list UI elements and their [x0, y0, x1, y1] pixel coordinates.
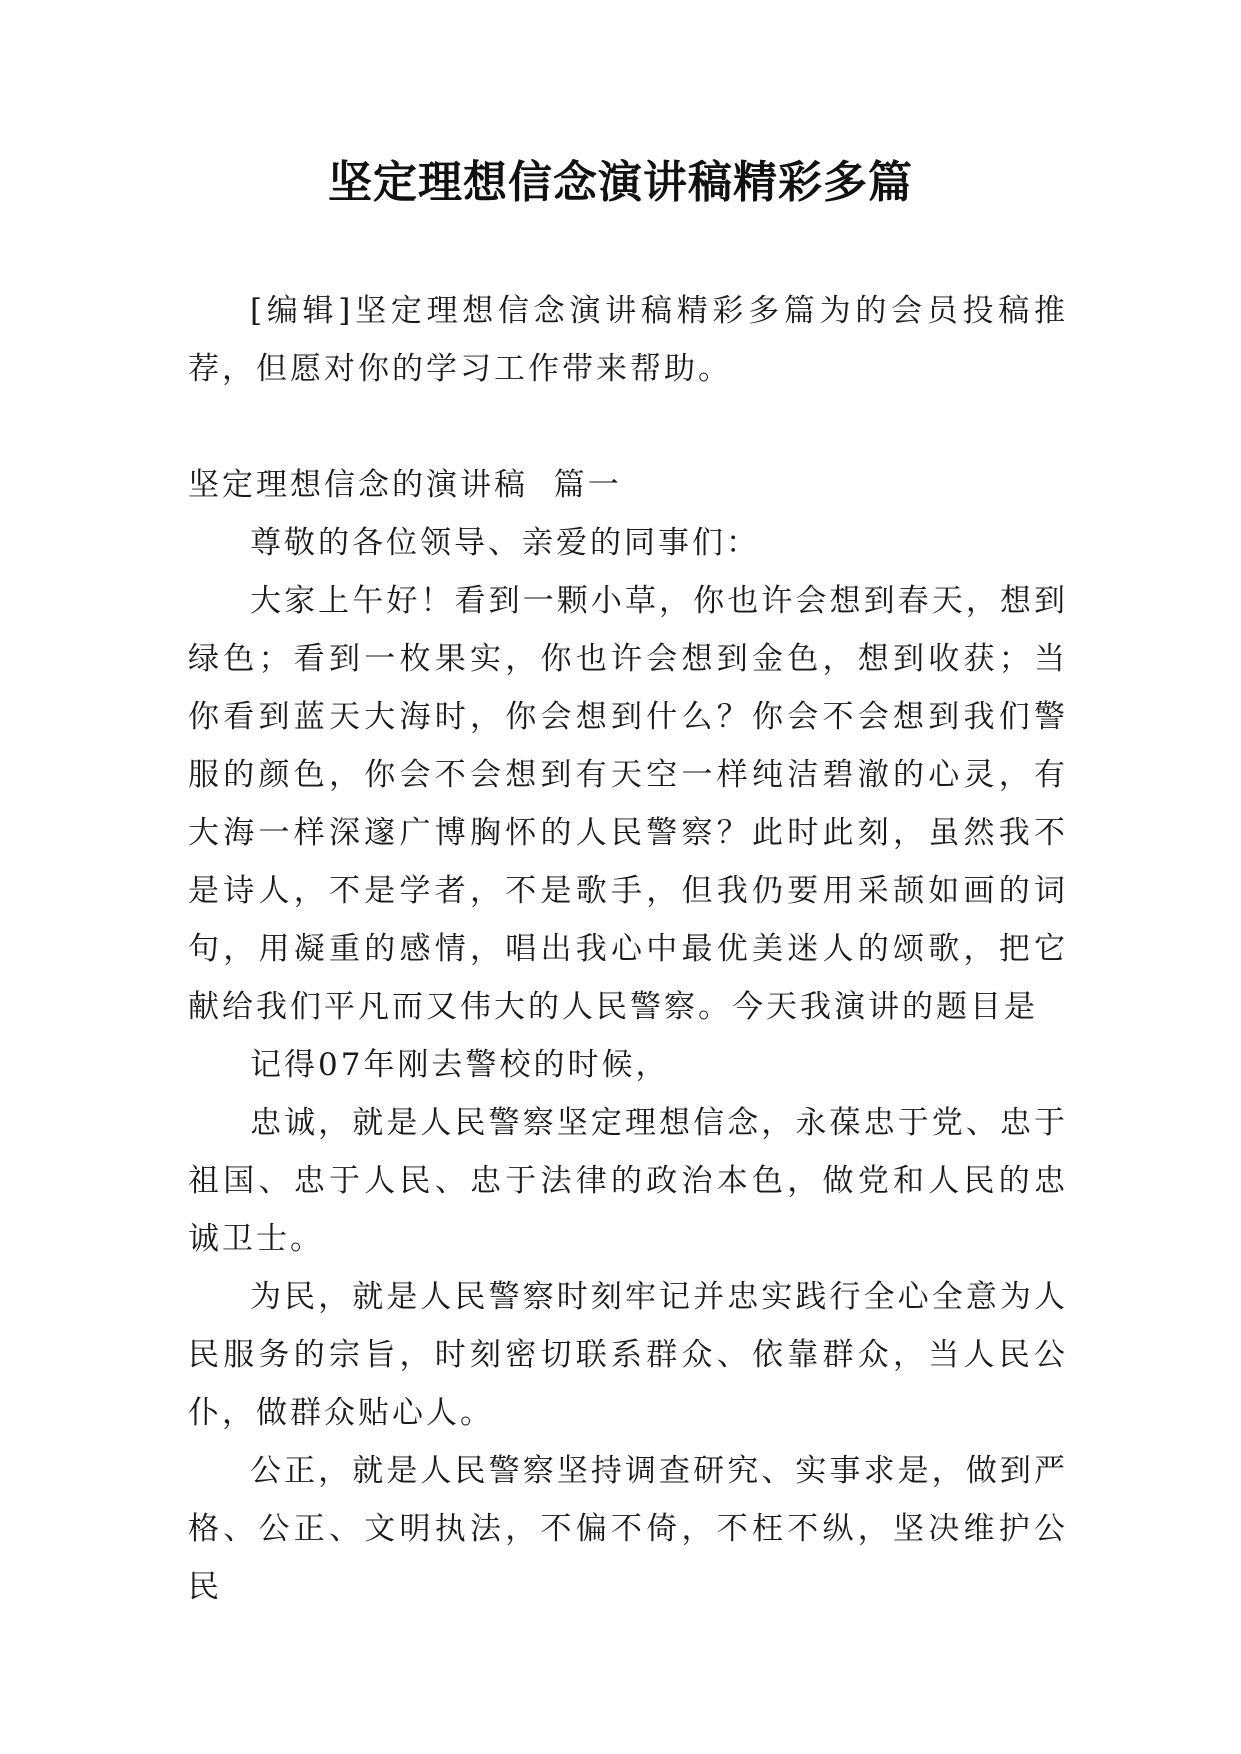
paragraph: 公正，就是人民警察坚持调查研究、实事求是，做到严格、公正、文明执法，不偏不倚，不枉不纵，坚决维护公民: [188, 1453, 1068, 1605]
section-heading: 坚定理想信念的演讲稿 篇一: [188, 467, 622, 503]
document-title: 坚定理想信念演讲稿精彩多篇: [328, 157, 913, 208]
intro-paragraph: [编辑]坚定理想信念演讲稿精彩多篇为的会员投稿推荐，但愿对你的学习工作带来帮助。: [188, 293, 1068, 387]
paragraph: 忠诚，就是人民警察坚定理想信念，永葆忠于党、忠于祖国、忠于人民、忠于法律的政治本色，做党和人民的忠诚卫士。: [188, 1105, 1068, 1257]
paragraph: 记得07年刚去警校的时候，: [250, 1047, 670, 1083]
paragraph: 大家上午好！看到一颗小草，你也许会想到春天，想到绿色；看到一枚果实，你也许会想到金色，想到收获；当你看到蓝天大海时，你会想到什么？你会不会想到我们警服的颜色，你会不会想到有天空一样纯洁碧澈的心灵，有大海一样深邃广博胸怀的人民警察？此时此刻，虽然我不是诗人，不是学者，不是歌手，但我仍要用采颉如画的词句，用凝重的感情，唱出我心中最优美迷人的颂歌，把它献给我们平凡而又伟大的人民警察。今天我演讲的题目是: [188, 583, 1068, 1025]
paragraph: 为民，就是人民警察时刻牢记并忠实践行全心全意为人民服务的宗旨，时刻密切联系群众、依靠群众，当人民公仆，做群众贴心人。: [188, 1279, 1068, 1431]
document-body: [188, 282, 1068, 1616]
paragraph: 尊敬的各位领导、亲爱的同事们：: [250, 525, 760, 561]
